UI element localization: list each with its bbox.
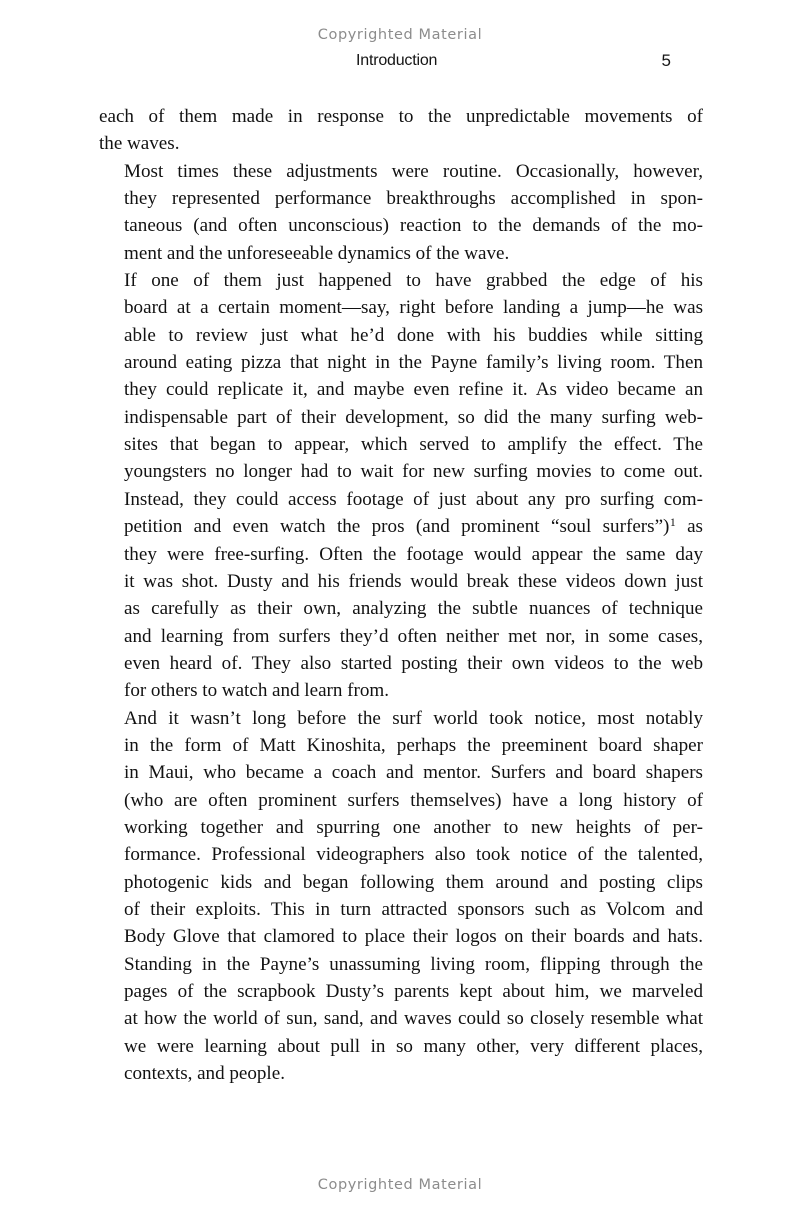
text-line: able to review just what he’d done with his buddies while sitting bbox=[124, 324, 703, 346]
text-line: and learning from surfers they’d often neither met nor, in some cases, bbox=[124, 625, 703, 647]
text-line: If one of them just happened to have grabbed the edge of his bbox=[124, 270, 703, 292]
text-line: in Maui, who became a coach and mentor. Surfers and board shapers bbox=[124, 762, 703, 784]
text-line: board at a certain moment—say, right before landing a jump—he was bbox=[124, 297, 703, 319]
text-line: And it wasn’t long before the surf world took notice, most notably bbox=[124, 707, 703, 729]
text-line: petition and even watch the pros (and prominent “soul surfers”)$^1$ as bbox=[124, 515, 703, 538]
copyright-watermark-bottom: Copyrighted Material bbox=[317, 1177, 483, 1193]
text-line: it was shot. Dusty and his friends would break these videos down just bbox=[124, 570, 703, 592]
paragraph bbox=[99, 158, 703, 267]
paragraph bbox=[99, 103, 703, 158]
text-line: pages of the scrapbook Dusty’s parents kept about him, we marveled bbox=[124, 981, 703, 1002]
text-line: ment and the unforeseeable dynamics of the wave. bbox=[124, 242, 510, 264]
text-line: as carefully as their own, analyzing the subtle nuances of technique bbox=[124, 598, 703, 620]
text-line: for others to watch and learn from. bbox=[124, 680, 390, 702]
text-line: photogenic kids and began following them around and posting clips bbox=[124, 871, 703, 893]
text-line: Standing in the Payne’s unassuming living room, flipping through the bbox=[124, 953, 703, 975]
paragraph bbox=[99, 267, 703, 705]
text-line: Body Glove that clamored to place their logos on their boards and hats. bbox=[124, 926, 703, 948]
body-text-block bbox=[99, 103, 703, 1087]
copyright-watermark-top: Copyrighted Material bbox=[317, 27, 483, 43]
footnote-marker: 1 bbox=[669, 515, 676, 529]
running-head-title: Introduction bbox=[356, 52, 438, 69]
paragraph bbox=[99, 705, 703, 1088]
text-line: they represented performance breakthroughs accomplished in spon- bbox=[124, 188, 703, 210]
text-line: around eating pizza that night in the Payne family’s living room. Then bbox=[124, 352, 703, 374]
text-line: contexts, and people. bbox=[124, 1063, 285, 1085]
text-line: Instead, they could access footage of just about any pro surfing com- bbox=[124, 488, 703, 510]
text-line: formance. Professional videographers also took notice of the talented, bbox=[124, 844, 703, 866]
text-line: of their exploits. This in turn attracted sponsors such as Volcom and bbox=[124, 898, 703, 920]
text-line: in the form of Matt Kinoshita, perhaps the preeminent board shaper bbox=[124, 734, 703, 756]
text-line: at how the world of sun, sand, and waves could so closely resemble what bbox=[124, 1008, 703, 1030]
text-line: youngsters no longer had to wait for new surfing movies to come out. bbox=[124, 461, 703, 483]
text-line: indispensable part of their development, so did the many surfing web- bbox=[124, 406, 703, 428]
text-line: sites that began to appear, which served to amplify the effect. The bbox=[124, 434, 703, 456]
text-line: working together and spurring one another to new heights of per- bbox=[124, 816, 703, 838]
text-line: even heard of. They also started posting their own videos to the web bbox=[124, 652, 703, 674]
text-line: they could replicate it, and maybe even refine it. As video became an bbox=[124, 379, 703, 401]
text-line: the waves. bbox=[99, 133, 180, 155]
text-line: each of them made in response to the unpredictable movements of bbox=[99, 106, 703, 127]
page-number: 5 bbox=[661, 51, 671, 70]
text-line: (who are often prominent surfers themselves) have a long history of bbox=[124, 789, 703, 811]
text-line: Most times these adjustments were routine. Occasionally, however, bbox=[124, 160, 703, 182]
running-head bbox=[99, 52, 702, 74]
text-line: they were free-surfing. Often the footage would appear the same day bbox=[124, 543, 703, 565]
text-line: taneous (and often unconscious) reaction to the demands of the mo- bbox=[124, 215, 703, 237]
text-line: we were learning about pull in so many other, very different places, bbox=[124, 1035, 703, 1057]
